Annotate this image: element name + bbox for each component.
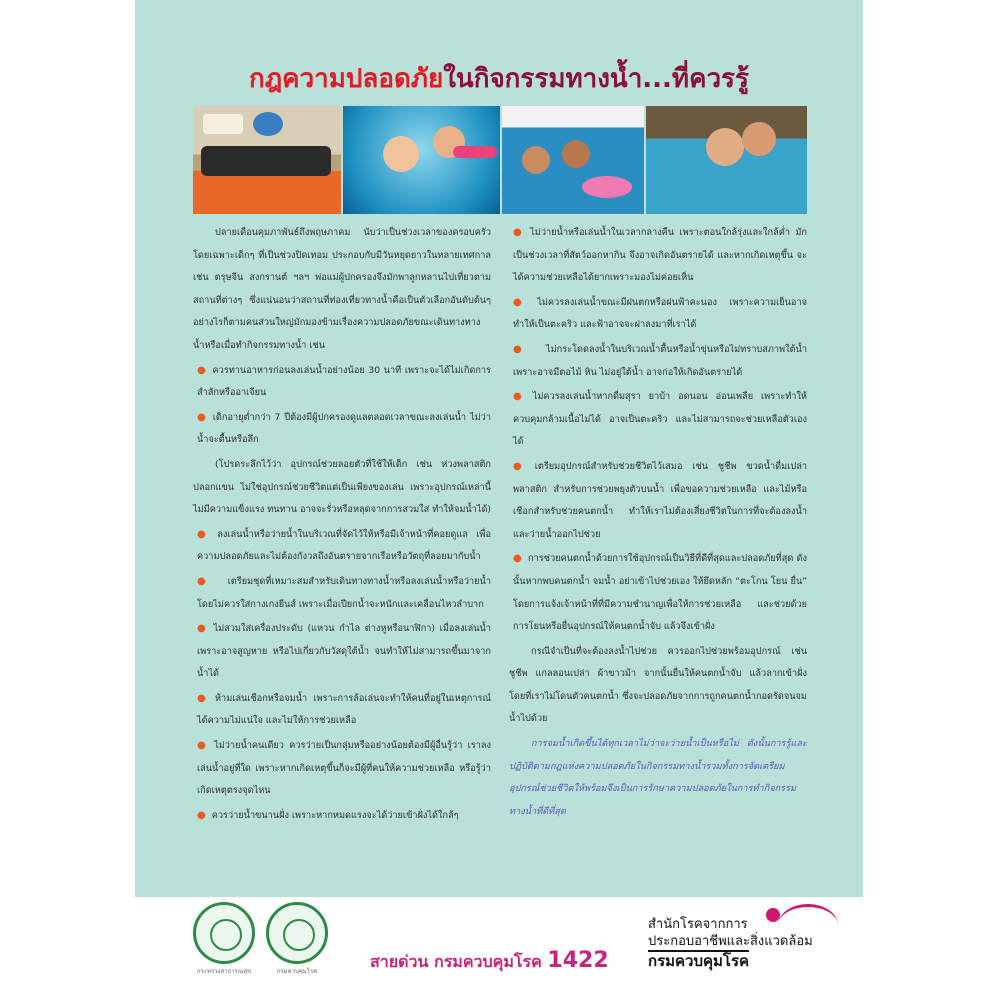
bullet-icon: ●	[513, 391, 527, 403]
seal2-caption: กรมควบคุมโรค	[276, 968, 318, 975]
list-item: ● ไม่ว่ายน้ำคนเดียว ควรว่ายเป็นกลุ่มหรืออย่างน้อยต้องมีผู้อื่นรู้ว่า เราลงเล่นน้ำอยู่ที่ใด เพราะหากเกิดเหตุขึ้นก็จะมีผู้ที่คนให้ความช่วยเหลือ หรือรู้ว่าเกิดเหตุตรงจุดไหน	[197, 740, 491, 797]
paragraph: กรณีจำเป็นที่จะต้องลงน้ำไปช่วย ควรออกไปช่วยพร้อมอุปกรณ์ เช่น ชูชีพ แกลลอนเปล่า ผ้าขาวม้า จากนั้นยื่นให้คนตกน้ำจับ แล้วลากเข้าฝั่ง โดยที่เราไม่โดนตัวคนตกน้ำ ซึ่งจะปลอดภัยจากการถูกคนตกน้ำกอดรัดจนจมน้ำไปด้วย	[509, 645, 807, 725]
title-part2: ในกิจกรรมทางน้ำ...ที่ควรรู้	[443, 64, 749, 94]
list-item: ● ไม่สวมใส่เครื่องประดับ (แหวน กำไล ต่างหูหรือนาฬิกา) เมื่อลงเล่นน้ำ เพราะอาจสูญหาย หรือไปเกี่ยวกับวัสดุใต้น้ำ จนทำให้ไม่สามารถขึ้นมาจากน้ำได้	[197, 623, 491, 680]
left-column	[193, 222, 491, 829]
dept-line1: สำนักโรคจากการ	[648, 917, 748, 932]
poster	[135, 0, 863, 897]
list-item: ● ควรว่ายน้ำขนานฝั่ง เพราะหากหมดแรงจะได้ว่ายเข้าฝั่งได้ใกล้ๆ	[197, 809, 459, 821]
hotline-number: 1422	[547, 948, 609, 973]
hotline	[370, 948, 609, 975]
list-item: ● เด็กอายุต่ำกว่า 7 ปีต้องมีผู้ปกครองดูแลตลอดเวลาขณะลงเล่นน้ำ ไม่ว่าน้ำจะตื้นหรือลึก	[197, 411, 492, 446]
closing-note: การจมน้ำเกิดขึ้นได้ทุกเวลาไม่ว่าจะว่ายน้ำเป็นหรือไม่ ดังนั้นการรู้และปฏิบัติตามกฎแห่งความปลอดภัยในกิจกรรมทางน้ำรวมทั้งการจัดเตรียมอุปกรณ์ช่วยชีวิตให้พร้อมจึงเป็นการรักษาความปลอดภัยในการทำกิจกรรมทางน้ำที่ดีที่สุด	[509, 738, 807, 817]
bullet-icon: ●	[197, 364, 207, 376]
list-item: ● เตรียมอุปกรณ์สำหรับช่วยชีวิตไว้เสมอ เช่น ชูชีพ ขวดน้ำดื่มเปล่าพลาสติก สำหรับการช่วยพยุงตัวบนน้ำ เพื่อขอความช่วยเหลือ และไม้หรือเชือกสำหรับช่วยคนตกน้ำ ทำให้เราไม่ต้องเสี่ยงชีวิตในการที่จะต้องลงน้ำและว่ายน้ำออกไปช่วย	[513, 460, 807, 540]
photo-pool-children	[502, 106, 644, 214]
bullet-icon: ●	[513, 460, 529, 472]
ddc-seal-icon	[266, 902, 328, 964]
title-part1: กฎความปลอดภัย	[248, 64, 444, 94]
photo-kids-swimming	[343, 106, 500, 214]
bullet-icon: ●	[513, 296, 532, 308]
photo-boys-pool	[646, 106, 807, 214]
article-body	[193, 222, 807, 829]
list-item: ● เตรียมชุดที่เหมาะสมสำหรับเดินทางทางน้ำหรือลงเล่นน้ำหรือว่ายน้ำ โดยไม่ควรใส่กางเกงยีนส์ เพราะเมื่อเปียกน้ำจะหนักและเคลื่อนไหวลำบาก	[197, 575, 491, 610]
list-item: ● ไม่กระโดดลงน้ำในบริเวณน้ำตื้นหรือน้ำขุ่นหรือไม่ทราบสภาพใต้น้ำ เพราะอาจมีตอไม้ หิน ไม่อยู่ใต้น้ำ อาจก่อให้เกิดอันตรายได้	[513, 343, 807, 378]
seal1-caption: กระทรวงสาธารณสุข	[196, 968, 252, 975]
photo-group-meeting	[193, 106, 341, 214]
page-title	[135, 58, 863, 99]
bullet-icon: ●	[197, 411, 207, 423]
bullet-icon: ●	[197, 809, 206, 821]
list-item: ● ไม่ควรลงเล่นน้ำหากดื่มสุรา ยาบ้า อดนอน อ่อนเพลีย เพราะทำให้ควบคุมกล้ามเนื้อไม่ได้ อาจเป็นตะคริว และไม่สามารถจะช่วยเหลือตัวเองได้	[513, 391, 807, 448]
list-item: ● ควรทานอาหารก่อนลงเล่นน้ำอย่างน้อย 30 นาที เพราะจะได้ไม่เกิดการสำลักหรืออาเจียน	[197, 364, 491, 399]
department-logo	[648, 916, 828, 971]
logo-arc-icon	[778, 904, 838, 947]
hotline-label: สายด่วน กรมควบคุมโรค	[370, 952, 542, 971]
moph-seal-icon	[193, 902, 255, 964]
bullet-icon: ●	[197, 740, 209, 752]
bullet-icon: ●	[513, 343, 540, 355]
bullet-icon: ●	[513, 553, 523, 565]
right-column	[509, 222, 807, 829]
list-item: ● การช่วยคนตกน้ำด้วยการใช้อุปกรณ์เป็นวิธีที่ดีที่สุดและปลอดภัยที่สุด ดังนั้นหากพบคนตกน้ำ จมน้ำ อย่าเข้าไปช่วยเอง ให้ยึดหลัก “ตะโกน โยน ยื่น” โดยการแจ้งเจ้าหน้าที่ที่มีความชำนาญเพื่อให้การช่วยเหลือ และช่วยด้วยการโยนหรือยื่นอุปกรณ์ให้คนตกน้ำจับ แล้วจึงเข้าฝั่ง	[513, 553, 807, 633]
dept-line3: กรมควบคุมโรค	[648, 952, 750, 970]
paragraph: (โปรดระลึกไว้ว่า อุปกรณ์ช่วยลอยตัวที่ใช้ให้เด็ก เช่น ห่วงพลาสติก ปลอกแขน ไม่ใช่อุปกรณ์ช่วยชีวิตแต่เป็นเพียงของเล่น เพราะอุปกรณ์เหล่านี้ ไม่มีความแข็งแรง ทนทาน อาจจะรั่วหรือหลุดจากการสวมใส่ ทำให้จมน้ำได้)	[193, 458, 491, 516]
bullet-icon: ●	[197, 528, 212, 540]
bullet-icon: ●	[513, 227, 525, 238]
bullet-icon: ●	[197, 623, 208, 635]
intro-paragraph: ปลายเดือนคุมภาพันธ์ถึงพฤษภาคม นับว่าเป็นช่วงเวลาของครอบครัว โดยเฉพาะเด็กๆ ที่เป็นช่วงปิดเทอม ประกอบกับมีวันหยุดยาวในหลายเทศกาล เช่น ตรุษจีน สงกรานต์ ฯลฯ พ่อแม่ผู้ปกครองจึงมักพาลูกหลานไปเที่ยวตามสถานที่ต่างๆ ซึ่งแน่นอนว่าสถานที่ท่องเที่ยวทางน้ำคือเป็นตัวเลือกอันดับต้นๆ อย่างไรก็ตามคนส่วนใหญ่มักมองข้ามเรื่องความปลอดภัยขณะเดินทางทางน้ำหรือเมื่อทำกิจกรรมทางน้ำ เช่น	[193, 227, 491, 351]
list-item: ● ไม่ว่ายน้ำหรือเล่นน้ำในเวลากลางคืน เพราะตอนใกล้รุ่งและใกล้ค่ำ มักเป็นช่วงเวลาที่สัตว์ออกหากิน จึงอาจเกิดอันตรายได้ และหากเกิดเหตุขึ้น จะได้ความช่วยเหลือได้ยากเพราะมองไม่ค่อยเห็น	[513, 227, 807, 284]
list-item: ● ไม่ควรลงเล่นน้ำขณะมีฝนตกหรือฝนฟ้าคะนอง เพราะความเย็นอาจทำให้เป็นตะคริว และฟ้าอาจจะผ่าลงมาที่เราได้	[513, 296, 807, 331]
bullet-icon: ●	[197, 575, 222, 587]
list-item: ● ห้ามเล่นเชือกหรือจมน้ำ เพราะการล้อเล่นจะทำให้คนที่อยู่ในเหตุการณ์ได้ความไม่แน่ใจ และไม่ให้การช่วยเหลือ	[197, 692, 491, 727]
bullet-icon: ●	[197, 692, 209, 704]
list-item: ● ลงเล่นน้ำหรือว่ายน้ำในบริเวณที่จัดไว้ให้หรือมีเจ้าหน้าที่คอยดูแล เพื่อความปลอดภัยและไม่ต้องกังวลถึงอันตรายจากเรือหรือวัตถุที่ลอยมากับน้ำ	[197, 528, 491, 563]
photo-strip	[193, 106, 807, 214]
dept-line2: ประกอบอาชีพและสิ่งแวดล้อม	[648, 934, 813, 949]
